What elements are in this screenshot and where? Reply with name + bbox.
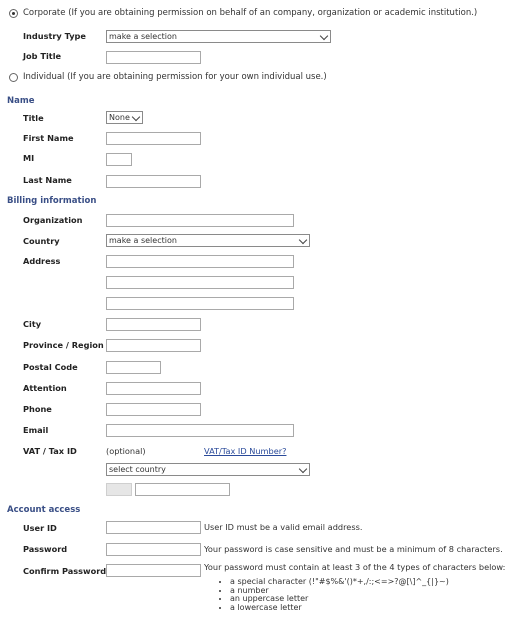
country-label: Country <box>23 236 60 246</box>
job-title-label: Job Title <box>23 51 62 61</box>
vat-optional-note: (optional) <box>106 446 146 456</box>
list-item: • a number <box>230 587 449 596</box>
email-input[interactable] <box>106 424 294 437</box>
postal-code-input[interactable] <box>106 361 161 374</box>
country-select[interactable] <box>106 234 310 247</box>
country-value: make a selection <box>109 236 177 245</box>
confirm-password-hint: Your password must contain at least 3 of the 4 types of characters below: <box>204 562 506 572</box>
password-rules-list <box>218 578 449 612</box>
city-label: City <box>23 319 42 329</box>
confirm-password-input[interactable] <box>106 564 201 577</box>
phone-label: Phone <box>23 404 52 414</box>
individual-radio[interactable] <box>9 73 18 82</box>
province-label: Province / Region <box>23 340 104 350</box>
address-line2-input[interactable] <box>106 276 294 289</box>
vat-help-link[interactable]: VAT/Tax ID Number? <box>204 446 287 456</box>
first-name-input[interactable] <box>106 132 201 145</box>
chevron-down-icon <box>299 236 307 244</box>
password-label: Password <box>23 544 68 554</box>
password-input[interactable] <box>106 543 201 556</box>
individual-option-label: Individual (If you are obtaining permission for your own individual use.) <box>23 72 327 82</box>
job-title-input[interactable] <box>106 51 201 64</box>
industry-type-select[interactable] <box>106 30 331 43</box>
phone-input[interactable] <box>106 403 201 416</box>
user-id-input[interactable] <box>106 521 201 534</box>
vat-country-value: select country <box>109 465 166 474</box>
organization-label: Organization <box>23 215 83 225</box>
chevron-down-icon <box>299 465 307 473</box>
organization-input[interactable] <box>106 214 294 227</box>
industry-type-label: Industry Type <box>23 31 86 41</box>
address-line3-input[interactable] <box>106 297 294 310</box>
password-hint: Your password is case sensitive and must be a minimum of 8 characters. <box>204 544 503 554</box>
address-line1-input[interactable] <box>106 255 294 268</box>
attention-label: Attention <box>23 383 67 393</box>
industry-type-value: make a selection <box>109 32 177 41</box>
last-name-input[interactable] <box>106 175 201 188</box>
attention-input[interactable] <box>106 382 201 395</box>
last-name-label: Last Name <box>23 175 72 185</box>
vat-country-select[interactable] <box>106 463 310 476</box>
mi-input[interactable] <box>106 153 132 166</box>
title-value: None <box>109 113 130 122</box>
vat-number-input[interactable] <box>135 483 230 496</box>
corporate-option-label: Corporate (If you are obtaining permission on behalf of an company, organization or academic institution.) <box>23 8 478 18</box>
mi-label: MI <box>23 153 35 163</box>
address-label: Address <box>23 256 61 266</box>
billing-section-heading: Billing information <box>7 196 97 206</box>
list-item: • a lowercase letter <box>230 604 449 613</box>
list-item: • an uppercase letter <box>230 595 449 604</box>
user-id-label: User ID <box>23 523 57 533</box>
user-id-hint: User ID must be a valid email address. <box>204 522 363 532</box>
name-section-heading: Name <box>7 96 35 106</box>
chevron-down-icon <box>320 32 328 40</box>
title-select[interactable] <box>106 111 143 124</box>
corporate-radio[interactable] <box>9 9 18 18</box>
city-input[interactable] <box>106 318 201 331</box>
chevron-down-icon <box>132 113 140 121</box>
first-name-label: First Name <box>23 133 74 143</box>
title-label: Title <box>23 113 44 123</box>
list-item: • a special character (!"#$%&'()*+,/:;<=>?@[\]^_{|}~) <box>230 578 449 587</box>
confirm-password-label: Confirm Password <box>23 566 107 576</box>
province-input[interactable] <box>106 339 201 352</box>
vat-label: VAT / Tax ID <box>23 446 77 456</box>
email-label: Email <box>23 425 49 435</box>
vat-prefix-field <box>106 483 132 496</box>
postal-code-label: Postal Code <box>23 362 78 372</box>
account-access-heading: Account access <box>7 505 81 515</box>
